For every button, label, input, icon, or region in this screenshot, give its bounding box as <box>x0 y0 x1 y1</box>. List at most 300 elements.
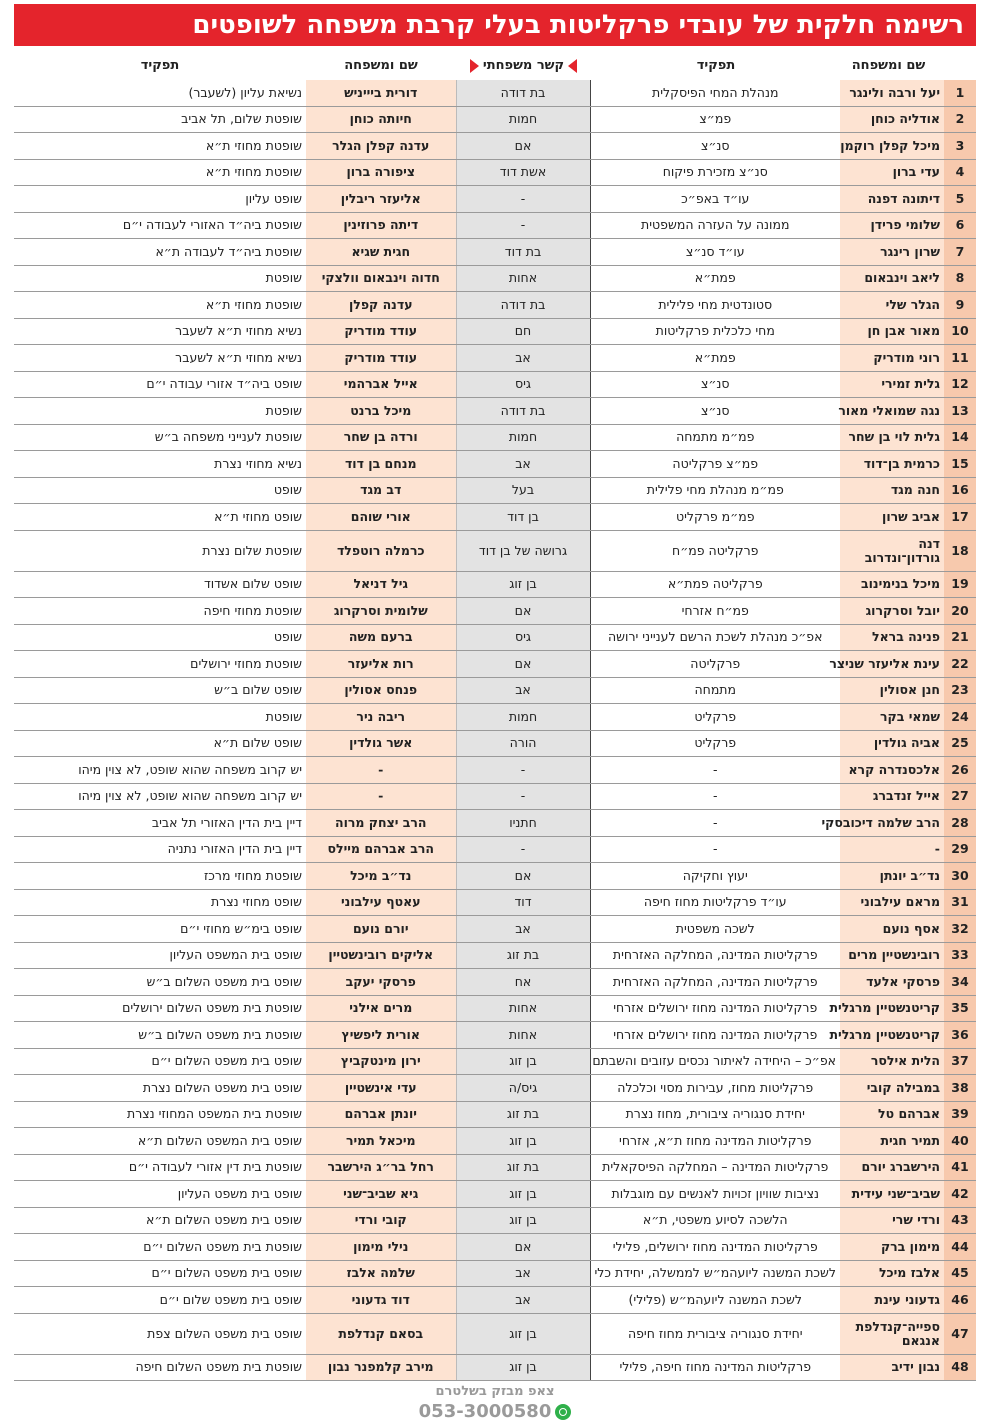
employee-name: חנה מגד <box>840 477 944 504</box>
employee-name: אביה גולדין <box>840 730 944 757</box>
judge-name: ציפורה ברון <box>306 159 456 186</box>
judge-name: ברעם משה <box>306 624 456 651</box>
family-relation: אם <box>456 598 590 625</box>
row-number: 34 <box>944 969 976 996</box>
employee-role: לשכת המשנה ליועהמ״ש לממשלה, יחידת כלי <box>590 1260 840 1287</box>
row-number: 23 <box>944 677 976 704</box>
family-relation: גיס <box>456 371 590 398</box>
row-number: 24 <box>944 704 976 731</box>
judge-role: שופטת מחוזי מרכז <box>14 863 306 890</box>
row-number: 46 <box>944 1287 976 1314</box>
employee-name: מיכל בנימינוב <box>840 571 944 598</box>
row-number: 5 <box>944 186 976 213</box>
employee-name: מימון ברק <box>840 1234 944 1261</box>
table-row <box>14 451 976 478</box>
table-row <box>14 345 976 372</box>
employee-role: - <box>590 757 840 784</box>
employee-role: פמ״מ פרקליט <box>590 504 840 531</box>
judge-role: נשיאת עליון (לשעבר) <box>14 80 306 106</box>
table-row <box>14 730 976 757</box>
table-row <box>14 292 976 319</box>
family-relation: - <box>456 783 590 810</box>
employee-role: מנהלת המחי הפיסקלית <box>590 80 840 106</box>
judge-name: יונתן אברהם <box>306 1101 456 1128</box>
employee-role: פרקליטות המדינה, המחלקה האזרחית <box>590 942 840 969</box>
table-row <box>14 398 976 425</box>
judge-name: פרסקי יעקב <box>306 969 456 996</box>
judge-role: שופטת מחוזי ת״א <box>14 133 306 160</box>
judge-name: עדנה קפלן <box>306 292 456 319</box>
employee-name: קריטנשטיין מרגלית <box>840 1022 944 1049</box>
judge-role: שופטת בית משפט השלום חיפה <box>14 1354 306 1381</box>
judge-name: - <box>306 757 456 784</box>
table-row <box>14 651 976 678</box>
family-relation: אשת דוד <box>456 159 590 186</box>
table-row <box>14 1181 976 1208</box>
family-relation: בן זוג <box>456 1313 590 1354</box>
employee-role: פמ״מ מתמחה <box>590 424 840 451</box>
row-number: 19 <box>944 571 976 598</box>
table-row <box>14 969 976 996</box>
employee-role: אפ״כ מנהלת לשכת הרשם לענייני ירושה <box>590 624 840 651</box>
employee-name: אביב שרון <box>840 504 944 531</box>
judge-role: שופטת מחוזי ירושלים <box>14 651 306 678</box>
table-row <box>14 704 976 731</box>
judge-role: שופט שלום אשדוד <box>14 571 306 598</box>
judge-role: שופטת ביה״ד האזורי לעבודה י״ם <box>14 212 306 239</box>
employee-name: פרסקי אלעד <box>840 969 944 996</box>
judge-name: יורם נועם <box>306 916 456 943</box>
row-number: 21 <box>944 624 976 651</box>
table-row <box>14 598 976 625</box>
row-number: 44 <box>944 1234 976 1261</box>
employee-name: גלית לוי בן שחר <box>840 424 944 451</box>
table-row <box>14 863 976 890</box>
table-row <box>14 1207 976 1234</box>
judge-name: אליקים רובינשטיין <box>306 942 456 969</box>
judge-name: עודד מודריק <box>306 345 456 372</box>
employee-role: לשכה משפטית <box>590 916 840 943</box>
header-role2: תפקיד <box>140 58 180 73</box>
table-row <box>14 265 976 292</box>
table-body <box>14 80 976 1381</box>
judge-role: שופטת מחוזי ת״א <box>14 159 306 186</box>
judge-name: ורדה בן שחר <box>306 424 456 451</box>
row-number: 13 <box>944 398 976 425</box>
table-row <box>14 1154 976 1181</box>
arrow-right-icon <box>470 59 479 73</box>
family-relation: בן זוג <box>456 1128 590 1155</box>
family-relation: אם <box>456 651 590 678</box>
family-relation: חם <box>456 318 590 345</box>
employee-role: אפ״כ – היחידה לאיתור נכסים עזובים והשבתם <box>590 1048 840 1075</box>
judge-name: אליעזר ריבלין <box>306 186 456 213</box>
row-number: 9 <box>944 292 976 319</box>
family-relation: אב <box>456 916 590 943</box>
family-relation: חמות <box>456 106 590 133</box>
family-relation: בן זוג <box>456 571 590 598</box>
employee-name: שמאי בקר <box>840 704 944 731</box>
judge-role: שופטת לענייני משפחה ב״ש <box>14 424 306 451</box>
employee-role: פרקליטה <box>590 651 840 678</box>
row-number: 47 <box>944 1313 976 1354</box>
family-relation: אחות <box>456 1022 590 1049</box>
family-relation: גרושה של בן דוד <box>456 530 590 571</box>
judge-role: שופט בית משפט השלום צפת <box>14 1313 306 1354</box>
judge-name: עאטף עילבוני <box>306 889 456 916</box>
employee-name: מאור אבן חן <box>840 318 944 345</box>
employee-name: אייל זנדברג <box>840 783 944 810</box>
judge-role: שופטת בית המשפט המחוזי נצרת <box>14 1101 306 1128</box>
employee-role: לשכת המשנה ליועהמ״ש (פלילי) <box>590 1287 840 1314</box>
family-relation: אב <box>456 677 590 704</box>
family-relation: בת דוד <box>456 239 590 266</box>
row-number: 22 <box>944 651 976 678</box>
judge-name: פנחס אסולין <box>306 677 456 704</box>
family-relation: הורה <box>456 730 590 757</box>
employee-name: קריטנשטיין מרגלית <box>840 995 944 1022</box>
judge-role: דיין בית הדין האזורי תל אביב <box>14 810 306 837</box>
employee-role: פרקליטות המדינה מחוז ירושלים, פלילי <box>590 1234 840 1261</box>
row-number: 18 <box>944 530 976 571</box>
row-number: 39 <box>944 1101 976 1128</box>
employee-name: דנה גורדון־ונדרוב <box>840 530 944 571</box>
employee-name: דיתונה דפנה <box>840 186 944 213</box>
relations-table <box>14 80 976 1381</box>
table-row <box>14 106 976 133</box>
judge-name: עודד מודריק <box>306 318 456 345</box>
employee-name: שרון רינגר <box>840 239 944 266</box>
judge-name: מיכאל תמיר <box>306 1128 456 1155</box>
row-number: 43 <box>944 1207 976 1234</box>
judge-name: גיל דניאל <box>306 571 456 598</box>
family-relation: גיס/ה <box>456 1075 590 1102</box>
judge-role: שופטת שלום נצרת <box>14 530 306 571</box>
judge-role: שופט בית משפט העליון <box>14 1181 306 1208</box>
family-relation: - <box>456 212 590 239</box>
family-relation: אב <box>456 451 590 478</box>
employee-role: פמ״ח אזרחי <box>590 598 840 625</box>
judge-name: הרב אברהם מיילס <box>306 836 456 863</box>
judge-name: חדוה וינבאום וולצקי <box>306 265 456 292</box>
judge-role: יש קרוב משפחה שהוא שופט, לא צוין מיהו <box>14 757 306 784</box>
row-number: 8 <box>944 265 976 292</box>
family-relation: בת דודה <box>456 398 590 425</box>
row-number: 28 <box>944 810 976 837</box>
family-relation: אב <box>456 1287 590 1314</box>
judge-role: שופטת שלום, תל אביב <box>14 106 306 133</box>
row-number: 32 <box>944 916 976 943</box>
employee-name: יובל וסרקרוג <box>840 598 944 625</box>
family-relation: בן זוג <box>456 1354 590 1381</box>
employee-role: נציבות שוויון זכויות לאנשים עם מוגבלות <box>590 1181 840 1208</box>
row-number: 20 <box>944 598 976 625</box>
family-relation: בן זוג <box>456 1181 590 1208</box>
employee-name: כרמית בן־דוד <box>840 451 944 478</box>
employee-role: פרקליט <box>590 730 840 757</box>
family-relation: בן דוד <box>456 504 590 531</box>
employee-role: מתמחה <box>590 677 840 704</box>
table-row <box>14 239 976 266</box>
family-relation: אחות <box>456 995 590 1022</box>
table-row <box>14 995 976 1022</box>
employee-role: עו״ד סנ״צ <box>590 239 840 266</box>
row-number: 36 <box>944 1022 976 1049</box>
judge-name: בסאם קנדלפת <box>306 1313 456 1354</box>
employee-name: פנינה בראל <box>840 624 944 651</box>
judge-role: שופט מחוזי נצרת <box>14 889 306 916</box>
employee-role: פרקליטות המדינה מחוז ירושלים אזרחי <box>590 1022 840 1049</box>
table-row <box>14 1287 976 1314</box>
employee-role: עו״ד פרקליטות מחוז חיפה <box>590 889 840 916</box>
row-number: 11 <box>944 345 976 372</box>
employee-role: יעוץ וחקיקה <box>590 863 840 890</box>
employee-name: רובינשטיין מרים <box>840 942 944 969</box>
table-row <box>14 530 976 571</box>
family-relation: חמות <box>456 704 590 731</box>
employee-name: תמיר חגית <box>840 1128 944 1155</box>
judge-name: רות אליעזר <box>306 651 456 678</box>
judge-role: שופט שלום ב״ש <box>14 677 306 704</box>
employee-role: פרקליטות המדינה מחוז ת״א, אזרחי <box>590 1128 840 1155</box>
row-number: 7 <box>944 239 976 266</box>
employee-name: ליאב וינבאום <box>840 265 944 292</box>
row-number: 38 <box>944 1075 976 1102</box>
family-relation: בת זוג <box>456 1101 590 1128</box>
judge-role: שופטת <box>14 398 306 425</box>
employee-role: סנ״צ <box>590 398 840 425</box>
employee-name: הרב שלמה דיכובסקי <box>840 810 944 837</box>
table-row <box>14 212 976 239</box>
row-number: 16 <box>944 477 976 504</box>
judge-role: שופטת בית דין אזורי לעבודה י״ם <box>14 1154 306 1181</box>
table-row <box>14 80 976 106</box>
table-row <box>14 624 976 651</box>
employee-role: סטונדטית מחי פלילית <box>590 292 840 319</box>
employee-name: הלית אילסר <box>840 1048 944 1075</box>
judge-name: שלמה אלבז <box>306 1260 456 1287</box>
judge-name: עדנה קפלן הגלר <box>306 133 456 160</box>
judge-role: שופטת ביה״ד לעבודה ת״א <box>14 239 306 266</box>
judge-role: נשיא מחוזי ת״א לשעבר <box>14 318 306 345</box>
judge-name: שלומית וסרקרוג <box>306 598 456 625</box>
judge-role: שופט <box>14 624 306 651</box>
employee-role: יחידת סנגוריה ציבורית, מחוז נצרת <box>590 1101 840 1128</box>
employee-name: שביב־שני עידית <box>840 1181 944 1208</box>
employee-name: אלבז מיכל <box>840 1260 944 1287</box>
family-relation: אם <box>456 863 590 890</box>
row-number: 45 <box>944 1260 976 1287</box>
employee-role: פרקליטה פמת״א <box>590 571 840 598</box>
header-relation: קשר משפחתי <box>456 58 591 73</box>
table-row <box>14 1128 976 1155</box>
row-number: 29 <box>944 836 976 863</box>
table-row <box>14 1101 976 1128</box>
judge-name: נד״ב מיכל <box>306 863 456 890</box>
judge-role: שופט בית משפט השלום נצרת <box>14 1075 306 1102</box>
employee-name: אלכסנדרה קרא <box>840 757 944 784</box>
row-number: 14 <box>944 424 976 451</box>
footer-phone: 053-3000580 <box>418 1401 552 1422</box>
row-number: 27 <box>944 783 976 810</box>
judge-role: נשיא מחוזי ת״א לשעבר <box>14 345 306 372</box>
footer <box>0 1384 990 1422</box>
family-relation: - <box>456 757 590 784</box>
table-row <box>14 1234 976 1261</box>
employee-name: אברהם טל <box>840 1101 944 1128</box>
employee-name: חנן אסולין <box>840 677 944 704</box>
judge-role: שופטת בית משפט השלום ב״ש <box>14 1022 306 1049</box>
table-row <box>14 783 976 810</box>
family-relation: בת דודה <box>456 80 590 106</box>
judge-name: דורית ביייניש <box>306 80 456 106</box>
judge-role: שופט ביה״ד אזורי עבודה י״ם <box>14 371 306 398</box>
family-relation: בת זוג <box>456 1154 590 1181</box>
family-relation: חמות <box>456 424 590 451</box>
table-row <box>14 1354 976 1381</box>
row-number: 2 <box>944 106 976 133</box>
judge-name: נילי מימון <box>306 1234 456 1261</box>
employee-role: פמ״צ <box>590 106 840 133</box>
employee-role: סנ״צ <box>590 371 840 398</box>
employee-name: אודליה כוחן <box>840 106 944 133</box>
judge-name: מנחם בן דוד <box>306 451 456 478</box>
judge-name: הרב יצחק מרוה <box>306 810 456 837</box>
judge-role: שופט בית משפט השלום י״ם <box>14 1260 306 1287</box>
employee-name: שלומי פרידן <box>840 212 944 239</box>
arrow-left-icon <box>568 59 577 73</box>
employee-name: מראם עילבוני <box>840 889 944 916</box>
judge-role: שופט בית המשפט השלום ת״א <box>14 1128 306 1155</box>
employee-name: רוני מודריק <box>840 345 944 372</box>
judge-role: שופט עליון <box>14 186 306 213</box>
employee-role: פרקליטות מחוז, עבירות מסוי וכלכלה <box>590 1075 840 1102</box>
whatsapp-icon <box>555 1404 571 1420</box>
row-number: 15 <box>944 451 976 478</box>
judge-role: דיין בית הדין האזורי נתניה <box>14 836 306 863</box>
employee-role: מחי כלכלית פרקליטות <box>590 318 840 345</box>
judge-name: ריבה ניר <box>306 704 456 731</box>
employee-role: פרקליטות המדינה מחוז ירושלים אזרחי <box>590 995 840 1022</box>
employee-name: יעל ורבה ולינגר <box>840 80 944 106</box>
employee-name: נד״ב יונתן <box>840 863 944 890</box>
employee-role: פמת״א <box>590 345 840 372</box>
judge-name: חגית שגיא <box>306 239 456 266</box>
table-row <box>14 318 976 345</box>
judge-role: שופטת <box>14 704 306 731</box>
employee-role: הלשכה לסיוע משפטי, ת״א <box>590 1207 840 1234</box>
judge-role: שופט בית משפט השלום ב״ש <box>14 969 306 996</box>
family-relation: אב <box>456 345 590 372</box>
employee-role: פרקליט <box>590 704 840 731</box>
judge-role: שופטת בית משפט השלום ירושלים <box>14 995 306 1022</box>
row-number: 33 <box>944 942 976 969</box>
row-number: 4 <box>944 159 976 186</box>
table-row <box>14 1260 976 1287</box>
employee-role: - <box>590 810 840 837</box>
judge-role: נשיא מחוזי נצרת <box>14 451 306 478</box>
judge-role: שופטת מחוזי חיפה <box>14 598 306 625</box>
judge-name: חיותה כוחן <box>306 106 456 133</box>
employee-role: פרקליטות המדינה מחוז חיפה, פלילי <box>590 1354 840 1381</box>
row-number: 26 <box>944 757 976 784</box>
table-row <box>14 942 976 969</box>
judge-name: אשר גולדין <box>306 730 456 757</box>
judge-name: כרמלה רוטפלד <box>306 530 456 571</box>
employee-name: נגה שמואלי מאור <box>840 398 944 425</box>
family-relation: בן זוג <box>456 1048 590 1075</box>
table-row <box>14 1313 976 1354</box>
row-number: 25 <box>944 730 976 757</box>
employee-name: גלית זמירי <box>840 371 944 398</box>
header-role1: תפקיד <box>696 58 736 73</box>
family-relation: חתניו <box>456 810 590 837</box>
judge-name: מיכל ברנט <box>306 398 456 425</box>
judge-role: שופט בימ״ש מחוזי י״ם <box>14 916 306 943</box>
employee-name: ורדי שרי <box>840 1207 944 1234</box>
table-row <box>14 371 976 398</box>
table-row <box>14 677 976 704</box>
employee-role: פרקליטות המדינה, המחלקה האזרחית <box>590 969 840 996</box>
judge-name: גיא שביב־שני <box>306 1181 456 1208</box>
row-number: 10 <box>944 318 976 345</box>
row-number: 42 <box>944 1181 976 1208</box>
employee-name: מיכל קפלן רוקמן <box>840 133 944 160</box>
employee-name: עדי ברון <box>840 159 944 186</box>
family-relation: בת זוג <box>456 942 590 969</box>
table-row <box>14 1022 976 1049</box>
table-row <box>14 916 976 943</box>
judge-role: יש קרוב משפחה שהוא שופט, לא צוין מיהו <box>14 783 306 810</box>
judge-role: שופטת בית משפט השלום י״ם <box>14 1234 306 1261</box>
judge-name: מרים אילני <box>306 995 456 1022</box>
judge-role: שופט בית המשפט העליון <box>14 942 306 969</box>
row-number: 12 <box>944 371 976 398</box>
employee-role: פמ״צ פרקליטה <box>590 451 840 478</box>
table-row <box>14 133 976 160</box>
page-title: רשימה חלקית של עובדי פרקליטות בעלי קרבת משפחה לשופטים <box>14 4 976 46</box>
employee-role: - <box>590 836 840 863</box>
judge-name: רחל בר״ג הירשבר <box>306 1154 456 1181</box>
row-number: 35 <box>944 995 976 1022</box>
judge-name: עדי אינשטיין <box>306 1075 456 1102</box>
header-name2: שם ומשפחה <box>344 58 418 73</box>
judge-name: אייל אברהמי <box>306 371 456 398</box>
judge-name: דיתה פרוזינין <box>306 212 456 239</box>
row-number: 48 <box>944 1354 976 1381</box>
judge-name: דב מגד <box>306 477 456 504</box>
judge-name: קובי ורדי <box>306 1207 456 1234</box>
table-row <box>14 889 976 916</box>
employee-role: פמת״א <box>590 265 840 292</box>
judge-role: שופט מחוזי ת״א <box>14 504 306 531</box>
employee-name: עינת אליעזר שניצר <box>840 651 944 678</box>
employee-role: סנ״צ <box>590 133 840 160</box>
family-relation: אם <box>456 133 590 160</box>
footer-caption: צאפ מבזק בשלטרם <box>435 1384 555 1399</box>
table-row <box>14 159 976 186</box>
header-name1: שם ומשפחה <box>851 58 926 73</box>
family-relation: - <box>456 836 590 863</box>
judge-role: שופטת <box>14 265 306 292</box>
family-relation: בן זוג <box>456 1207 590 1234</box>
table-row <box>14 836 976 863</box>
judge-role: שופטת מחוזי ת״א <box>14 292 306 319</box>
judge-name: - <box>306 783 456 810</box>
family-relation: - <box>456 186 590 213</box>
employee-name: - <box>840 836 944 863</box>
judge-role: שופט בית משפט שלום י״ם <box>14 1287 306 1314</box>
